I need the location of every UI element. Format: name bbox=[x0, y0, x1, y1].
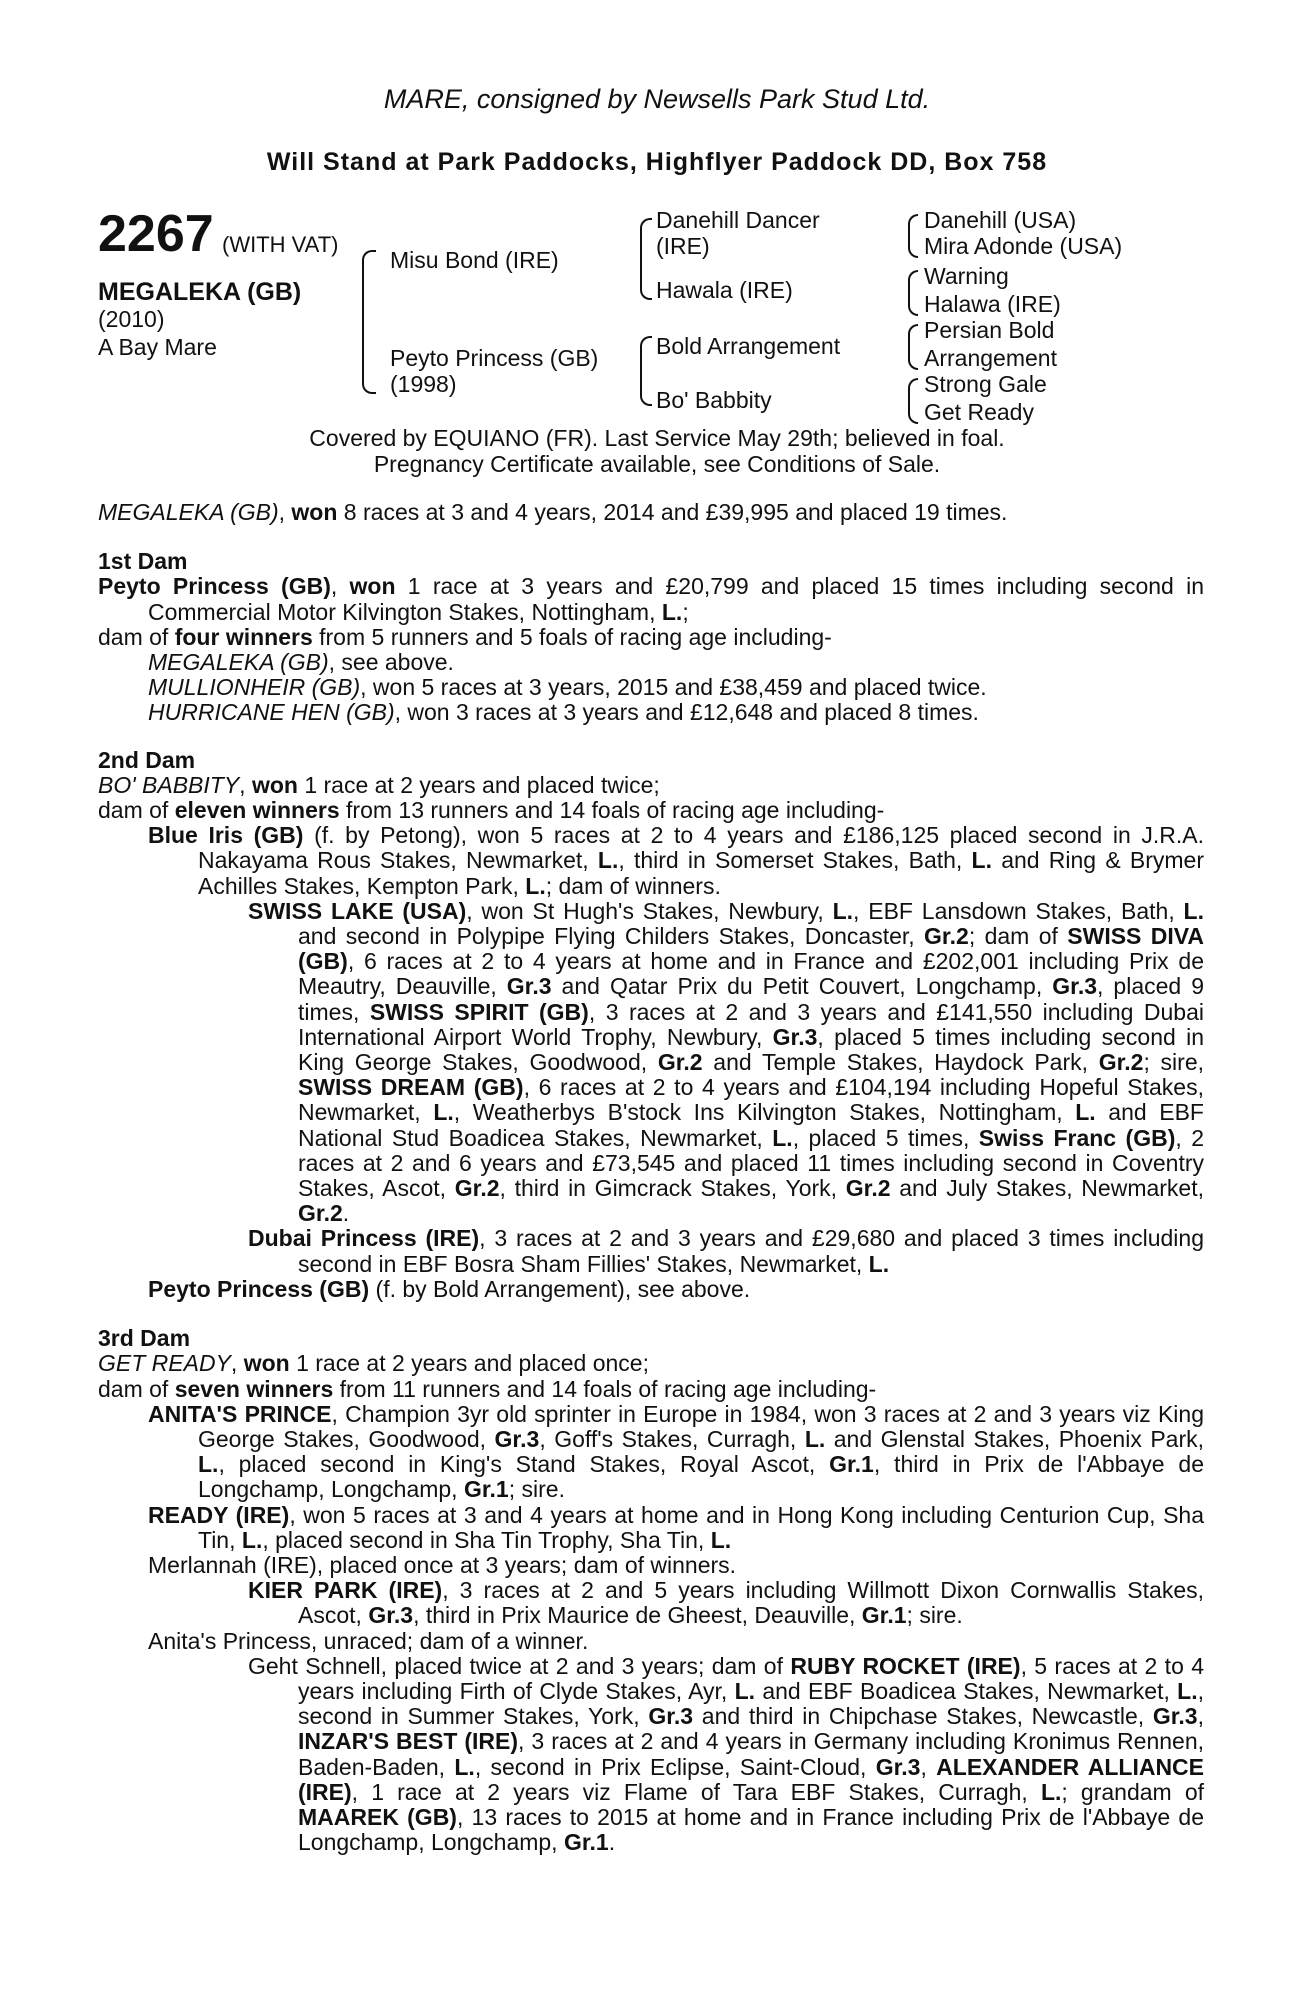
produce-text: Geht Schnell, placed twice at 2 and 3 years; dam of bbox=[248, 1652, 791, 1679]
listed-label: L. bbox=[804, 1425, 826, 1452]
produce-text: , 5 races at 2 to 4 years including Firth of Clyde Stakes, Ayr, bbox=[298, 1652, 1204, 1704]
produce-text: , third in Prix de l'Abbaye de Longchamp, Longchamp, bbox=[198, 1451, 1204, 1503]
third-dam-record-text: 1 race at 2 years and placed once; bbox=[289, 1350, 649, 1377]
produce-text: and EBF Boadicea Stakes, Newmarket, bbox=[755, 1677, 1178, 1704]
produce-text: , 13 races to 2015 at home and in France including Prix de l'Abbaye de Longchamp, Longchamp, bbox=[298, 1803, 1204, 1856]
produce-text: (f. by Bold Arrangement), see above. bbox=[369, 1275, 751, 1302]
winner-count: seven winners bbox=[174, 1375, 334, 1402]
catalogue-body bbox=[98, 500, 1204, 1855]
produce-text: ; sire. bbox=[906, 1602, 963, 1629]
group-label: Gr.2 bbox=[924, 923, 969, 950]
second-dam-record-text: 1 race at 2 years and placed twice; bbox=[297, 771, 660, 798]
produce-text: , EBF Lansdown Stakes, Bath, bbox=[853, 897, 1184, 924]
produce-name: READY (IRE) bbox=[148, 1501, 290, 1528]
bracket-ds bbox=[908, 324, 918, 370]
bracket-gen1 bbox=[362, 250, 376, 394]
winner-count: eleven winners bbox=[174, 797, 340, 824]
pedigree-sdd: Halawa (IRE) bbox=[924, 291, 1061, 317]
produce-peyto-princess bbox=[98, 1277, 1204, 1302]
bracket-sire bbox=[640, 218, 652, 300]
intro-text: 8 races at 3 and 4 years, 2014 and £39,995 and placed 19 times. bbox=[337, 499, 1008, 525]
listed-label: L. bbox=[868, 1250, 890, 1277]
produce-name: ALEXANDER ALLIANCE (IRE) bbox=[298, 1753, 1204, 1805]
intro-name: MEGALEKA (GB) bbox=[98, 499, 279, 525]
produce-text: , 3 races at 2 and 3 years and £29,680 and placed 3 times including second in EBF Bosra Sham Fillies' Stakes, Newmarket, bbox=[298, 1225, 1204, 1277]
produce-text: , placed second in Sha Tin Trophy, Sha Tin, bbox=[262, 1526, 711, 1553]
produce-text: , placed second in King's Stand Stakes, Royal Ascot, bbox=[218, 1451, 830, 1478]
produce-text: , won 5 races at 3 and 4 years at home and in Hong Kong including Centurion Cup, Sha Tin, bbox=[198, 1501, 1204, 1553]
produce-text: , won St Hugh's Stakes, Newbury, bbox=[466, 897, 833, 924]
third-dam-name: GET READY bbox=[98, 1350, 231, 1377]
horse-year: (2010) bbox=[98, 306, 165, 332]
listed-label: L. bbox=[525, 872, 546, 899]
produce-text: , 2 races at 2 and 6 years and £73,545 and placed 11 times including second in Coventry Stakes, Ascot, bbox=[298, 1124, 1204, 1202]
produce-text: , second in Prix Eclipse, Saint-Cloud, bbox=[474, 1753, 876, 1780]
pedigree-sss: Danehill (USA) bbox=[924, 207, 1077, 233]
listed-label: L. bbox=[832, 897, 854, 924]
pedigree-ssd: Mira Adonde (USA) bbox=[924, 233, 1123, 259]
bracket-ss bbox=[908, 214, 918, 258]
produce-text: , won 3 races at 3 years and £12,648 and placed 8 times. bbox=[394, 699, 979, 726]
horse-name: MEGALEKA (GB) bbox=[98, 278, 302, 306]
bracket-dam bbox=[640, 336, 652, 406]
produce-text: and EBF National Stud Boadicea Stakes, Newmarket, bbox=[298, 1099, 1204, 1151]
group-label: Gr.2 bbox=[657, 1049, 703, 1076]
produce-text: . bbox=[342, 1200, 350, 1227]
produce-text: (f. by Petong), won 5 races at 2 to 4 years and £186,125 placed second in J.R.A. Nakayama Rous Stakes, Newmarket, bbox=[198, 822, 1205, 874]
group-label: Gr.2 bbox=[298, 1200, 343, 1227]
listed-label: L. bbox=[241, 1526, 263, 1553]
produce-ready bbox=[98, 1503, 1204, 1553]
listed-label: L. bbox=[971, 847, 992, 874]
produce-name: KIER PARK (IRE) bbox=[248, 1577, 443, 1604]
covered-line-1: Covered by EQUIANO (FR). Last Service May 29th; believed in foal. bbox=[309, 425, 1005, 451]
pedigree-dam: Peyto Princess (GB) bbox=[390, 345, 599, 371]
produce-text: and Temple Stakes, Haydock Park, bbox=[702, 1049, 1099, 1076]
produce-text: and third in Chipchase Stakes, Newcastle, bbox=[693, 1703, 1153, 1730]
lot-number: 2267 bbox=[98, 205, 214, 263]
produce-text: ; dam of bbox=[968, 923, 1068, 950]
group-label: Gr.2 bbox=[454, 1175, 500, 1202]
produce-text: , 1 race at 2 years viz Flame of Tara EBF Stakes, Curragh, bbox=[351, 1778, 1041, 1805]
produce-item bbox=[98, 675, 1204, 700]
group-label: Gr.1 bbox=[829, 1451, 874, 1478]
dam-of: dam of bbox=[98, 1375, 175, 1402]
produce-geht-schnell bbox=[98, 1654, 1204, 1856]
produce-text: , third in Somerset Stakes, Bath, bbox=[618, 847, 972, 874]
produce-name: Peyto Princess (GB) bbox=[148, 1275, 370, 1302]
produce-text: , won 5 races at 3 years, 2015 and £38,459 and placed twice. bbox=[360, 674, 987, 701]
horse-description: A Bay Mare bbox=[98, 334, 217, 360]
pedigree-dds: Strong Gale bbox=[924, 371, 1047, 397]
third-dam-heading: 3rd Dam bbox=[98, 1325, 191, 1352]
listed-label: L. bbox=[433, 1099, 454, 1126]
group-label: Gr.1 bbox=[463, 1476, 509, 1503]
produce-text: , bbox=[920, 1753, 937, 1780]
produce-text: , 6 races at 2 to 4 years at home and in France and £202,001 including Prix de Meautry, Deauville, bbox=[298, 948, 1204, 1000]
second-dam-record: BO' BABBITY, won 1 race at 2 years and placed twice; bbox=[98, 771, 660, 798]
intro-won: won bbox=[291, 499, 338, 525]
produce-name: Swiss Franc (GB) bbox=[978, 1124, 1176, 1151]
produce-text: , 6 races at 2 to 4 years and £104,194 including Hopeful Stakes, Newmarket, bbox=[298, 1074, 1204, 1126]
first-dam-name: Peyto Princess (GB) bbox=[98, 573, 331, 600]
produce-text: and July Stakes, Newmarket, bbox=[890, 1175, 1204, 1202]
listed-label: L. bbox=[661, 598, 683, 625]
listed-label: L. bbox=[454, 1753, 475, 1780]
group-label: Gr.2 bbox=[1098, 1049, 1144, 1076]
produce-text: , bbox=[1197, 1703, 1204, 1730]
foal-summary: from 11 runners and 14 foals of racing age including- bbox=[333, 1375, 877, 1402]
produce-text: , third in Prix Maurice de Gheest, Deauville, bbox=[413, 1602, 862, 1629]
produce-text: , 3 races at 2 and 4 years in Germany including Kronimus Rennen, Baden-Baden, bbox=[298, 1728, 1205, 1780]
pedigree-dam-year: (1998) bbox=[390, 371, 457, 397]
produce-text: . bbox=[608, 1829, 616, 1856]
listed-label: L. bbox=[1075, 1099, 1096, 1126]
produce-name: SWISS LAKE (USA) bbox=[248, 897, 467, 924]
listed-label: L. bbox=[772, 1124, 793, 1151]
second-dam-heading: 2nd Dam bbox=[98, 746, 196, 773]
produce-text: ; sire, bbox=[1143, 1049, 1204, 1076]
produce-text: , Weatherbys B'stock Ins Kilvington Stakes, Nottingham, bbox=[453, 1099, 1076, 1126]
pedigree-ss2: (IRE) bbox=[656, 233, 710, 259]
produce-name: SWISS DIVA (GB) bbox=[298, 923, 1205, 975]
listed-label: L. bbox=[597, 847, 619, 874]
stand-location: Will Stand at Park Paddocks, Highflyer Paddock DD, Box 758 bbox=[266, 148, 1048, 176]
produce-name: RUBY ROCKET (IRE) bbox=[790, 1652, 1021, 1679]
third-dam-won: won bbox=[243, 1350, 290, 1377]
produce-kier-park bbox=[98, 1578, 1204, 1628]
produce-text: , third in Gimcrack Stakes, York, bbox=[499, 1175, 846, 1202]
group-label: Gr.3 bbox=[506, 973, 552, 1000]
produce-text: and second in Polypipe Flying Childers Stakes, Doncaster, bbox=[298, 923, 925, 950]
dam-of: dam of bbox=[98, 797, 175, 824]
group-label: Gr.3 bbox=[648, 1703, 694, 1730]
produce-name: HURRICANE HEN (GB) bbox=[148, 699, 395, 726]
produce-text: , Champion 3yr old sprinter in Europe in 1984, won 3 races at 2 and 3 years viz King George Stakes, Goodwood, bbox=[198, 1400, 1204, 1452]
produce-text: , placed 9 times, bbox=[298, 973, 1204, 1025]
produce-text: ; grandam of bbox=[1061, 1778, 1204, 1805]
produce-name: MULLIONHEIR (GB) bbox=[148, 674, 361, 701]
group-label: Gr.2 bbox=[845, 1175, 891, 1202]
pedigree-sire: Misu Bond (IRE) bbox=[390, 247, 559, 273]
pedigree-ss: Danehill Dancer bbox=[656, 207, 820, 233]
group-label: Gr.1 bbox=[563, 1829, 609, 1856]
group-label: Gr.3 bbox=[368, 1602, 414, 1629]
produce-item bbox=[98, 700, 1204, 725]
produce-text: and Glenstal Stakes, Phoenix Park, bbox=[825, 1425, 1204, 1452]
listed-label: L. bbox=[198, 1451, 219, 1478]
winner-count: four winners bbox=[174, 623, 313, 650]
produce-text: , placed 5 times including second in King George Stakes, Goodwood, bbox=[298, 1023, 1204, 1076]
listed-label: L. bbox=[734, 1677, 756, 1704]
produce-blue-iris bbox=[98, 823, 1204, 899]
covered-line-2: Pregnancy Certificate available, see Conditions of Sale. bbox=[373, 451, 941, 477]
produce-text: and Ring & Brymer Achilles Stakes, Kempton Park, bbox=[198, 847, 1204, 899]
produce-text: , Goff's Stakes, Curragh, bbox=[539, 1425, 805, 1452]
third-dam-record: GET READY, won 1 race at 2 years and placed once; bbox=[98, 1350, 649, 1377]
produce-anitas-princess: Anita's Princess, unraced; dam of a winner. bbox=[148, 1627, 589, 1654]
produce-name: MEGALEKA (GB) bbox=[148, 649, 329, 676]
listed-label: L. bbox=[710, 1526, 732, 1553]
intro-paragraph: MEGALEKA (GB), won 8 races at 3 and 4 years, 2014 and £39,995 and placed 19 times. bbox=[98, 499, 1008, 525]
bracket-dd bbox=[908, 378, 918, 424]
pedigree-ddd: Get Ready bbox=[924, 399, 1034, 425]
produce-name: Dubai Princess (IRE) bbox=[248, 1225, 480, 1252]
produce-text: , placed 5 times, bbox=[792, 1124, 979, 1151]
produce-text: and Qatar Prix du Petit Couvert, Longchamp, bbox=[551, 973, 1053, 1000]
produce-text: ; sire. bbox=[508, 1476, 565, 1503]
vat-note: (WITH VAT) bbox=[222, 232, 339, 257]
produce-text: , second in Summer Stakes, York, bbox=[298, 1677, 1204, 1730]
pedigree-sd: Hawala (IRE) bbox=[656, 277, 793, 303]
produce-text: , 3 races at 2 and 5 years including Willmott Dixon Cornwallis Stakes, Ascot, bbox=[298, 1577, 1204, 1629]
group-label: Gr.3 bbox=[1052, 973, 1098, 1000]
group-label: Gr.3 bbox=[875, 1753, 921, 1780]
third-dam-produce bbox=[98, 1377, 1204, 1402]
first-dam-won: won bbox=[349, 573, 396, 600]
bracket-sd bbox=[908, 270, 918, 316]
group-label: Gr.3 bbox=[1152, 1703, 1198, 1730]
foal-summary: from 5 runners and 5 foals of racing age including- bbox=[312, 623, 832, 650]
listed-label: L. bbox=[1177, 1677, 1198, 1704]
produce-name: SWISS SPIRIT (GB) bbox=[369, 998, 589, 1025]
listed-label: L. bbox=[1183, 897, 1204, 924]
listed-label: L. bbox=[1040, 1778, 1062, 1805]
produce-name: ANITA'S PRINCE bbox=[148, 1400, 332, 1427]
second-dam-name: BO' BABBITY bbox=[98, 771, 240, 798]
produce-dubai-princess bbox=[98, 1226, 1204, 1276]
first-dam-record-text: 1 race at 3 years and £20,799 and placed 15 times including second in Commercial Motor Kilvington Stakes, Nottingham, bbox=[148, 573, 1204, 625]
pedigree-ds: Bold Arrangement bbox=[656, 333, 841, 359]
produce-text: ; dam of winners. bbox=[545, 872, 721, 899]
produce-merlannah: Merlannah (IRE), placed once at 3 years; dam of winners. bbox=[148, 1551, 737, 1578]
produce-anitas-prince bbox=[98, 1402, 1204, 1503]
pedigree-sds: Warning bbox=[924, 263, 1009, 289]
produce-name: MAAREK (GB) bbox=[298, 1803, 457, 1830]
first-dam-heading: 1st Dam bbox=[98, 548, 188, 575]
first-dam-record: Peyto Princess (GB), won 1 race at 3 years and £20,799 and placed 15 times including second in Commercial Motor Kilvington Stakes, Nottingham, L.; bbox=[98, 573, 1204, 625]
dam-of: dam of bbox=[98, 623, 175, 650]
produce-name: INZAR'S BEST (IRE) bbox=[298, 1728, 519, 1755]
pedigree-dss2: Arrangement bbox=[924, 345, 1057, 371]
produce-text: , 3 races at 2 and 3 years and £141,550 including Dubai International Airport World Trophy, Newbury, bbox=[298, 998, 1204, 1050]
semicolon: ; bbox=[682, 598, 689, 625]
group-label: Gr.3 bbox=[494, 1425, 540, 1452]
pedigree-dss: Persian Bold bbox=[924, 317, 1055, 343]
second-dam-produce bbox=[98, 798, 1204, 823]
produce-text: , see above. bbox=[328, 649, 454, 676]
produce-item bbox=[98, 650, 1204, 675]
produce-name: Blue Iris (GB) bbox=[148, 822, 304, 849]
produce-swiss-lake bbox=[98, 899, 1204, 1227]
foal-summary: from 13 runners and 14 foals of racing age including- bbox=[339, 797, 885, 824]
covered-note bbox=[0, 425, 1314, 477]
group-label: Gr.1 bbox=[861, 1602, 907, 1629]
consignor-line: MARE, consigned by Newsells Park Stud Ltd. bbox=[383, 84, 931, 114]
produce-name: SWISS DREAM (GB) bbox=[298, 1074, 524, 1101]
second-dam-won: won bbox=[251, 771, 298, 798]
pedigree-dd: Bo' Babbity bbox=[656, 387, 772, 413]
first-dam-produce bbox=[98, 625, 1204, 650]
group-label: Gr.3 bbox=[772, 1023, 818, 1050]
